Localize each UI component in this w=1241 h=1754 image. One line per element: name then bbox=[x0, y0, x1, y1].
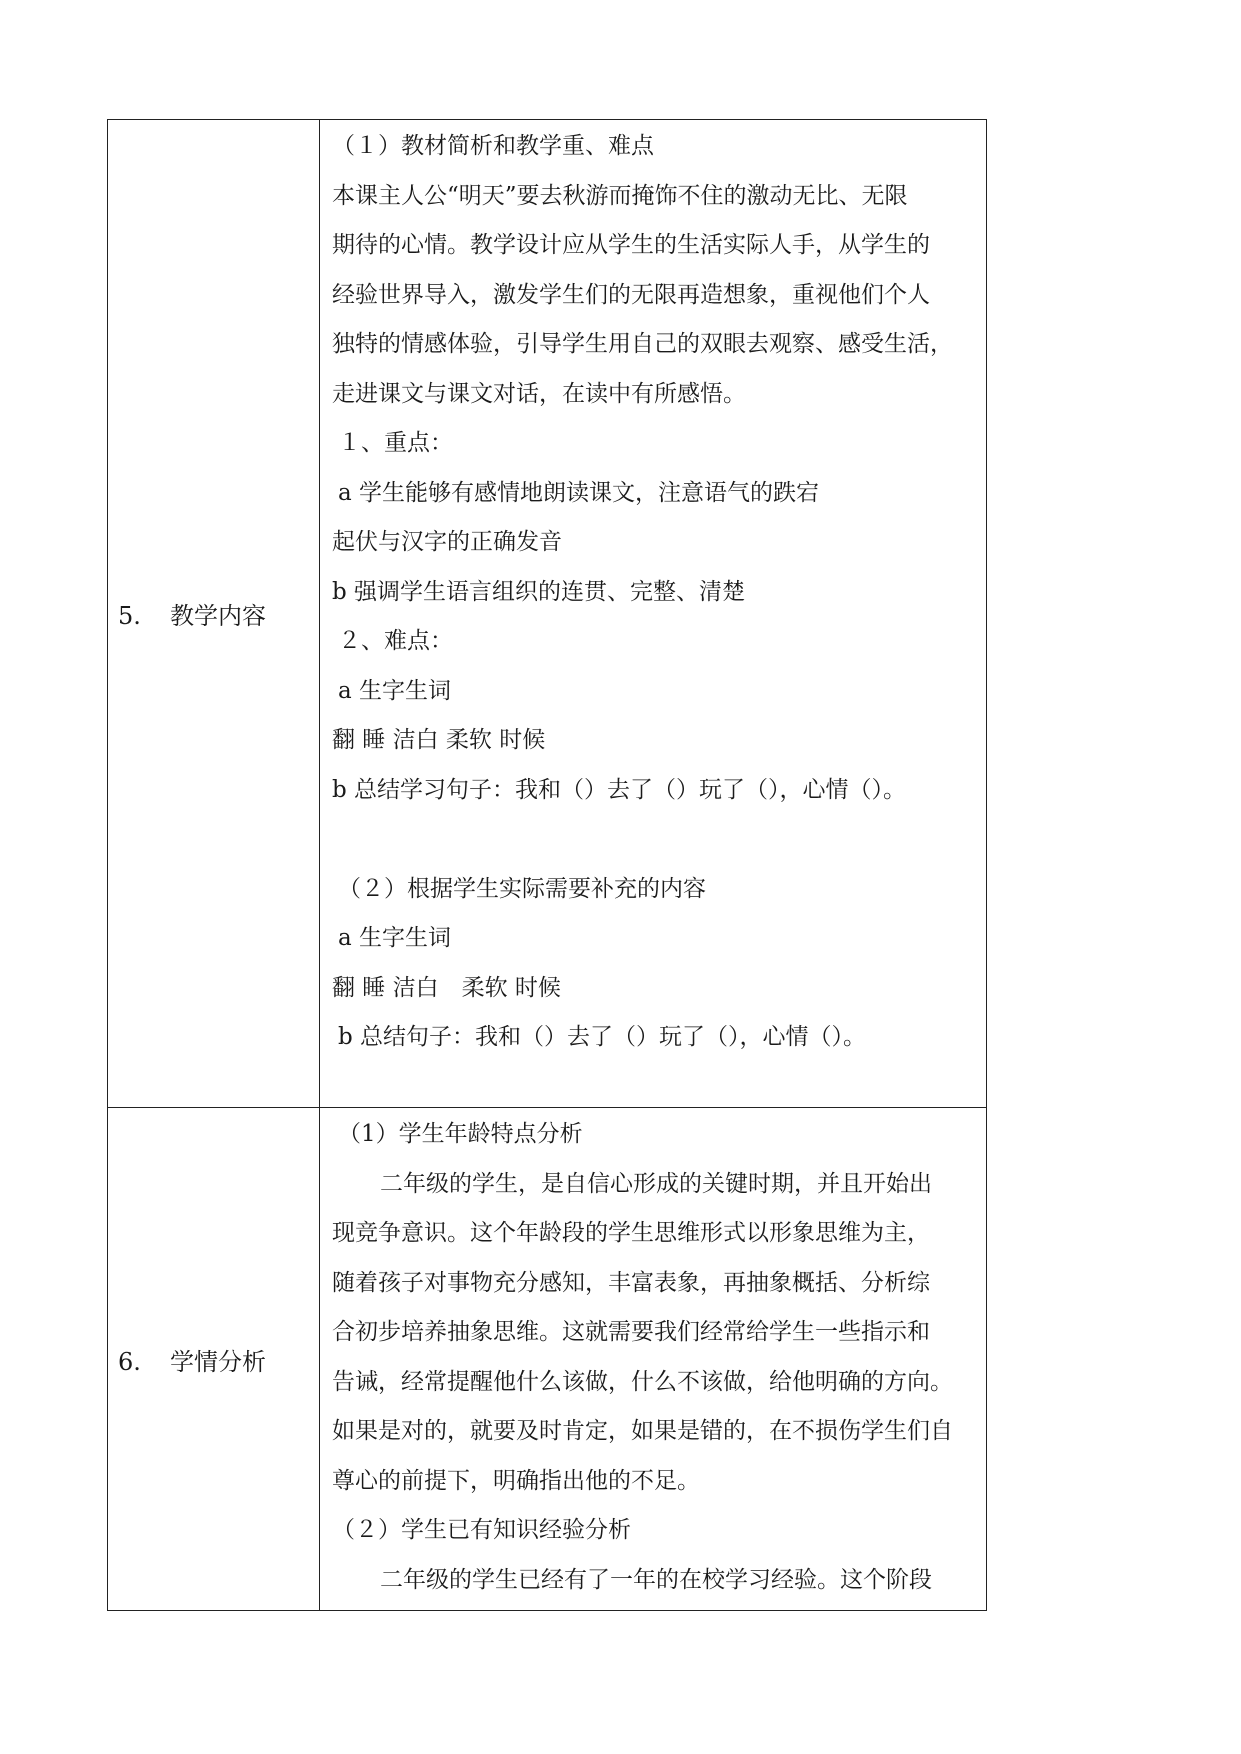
list-item: b 总结句子：我和（）去了（）玩了（），心情（）。 bbox=[338, 1024, 867, 1050]
paragraph-line: 起伏与汉字的正确发音 bbox=[332, 529, 562, 555]
paragraph-line: 告诫，经常提醒他什么该做，什么不该做，给他明确的方向。 bbox=[332, 1368, 953, 1395]
row-label-cell bbox=[108, 120, 320, 1108]
paragraph-line: 期待的心情。教学设计应从学生的生活实际人手，从学生的 bbox=[332, 232, 930, 258]
paragraph-line: 二年级的学生，是自信心形成的关键时期，并且开始出 bbox=[380, 1170, 932, 1197]
section-heading: （２）学生已有知识经验分析 bbox=[332, 1517, 631, 1543]
row-title: 教学内容 bbox=[170, 602, 266, 630]
row-content-cell bbox=[320, 120, 987, 1108]
row-label bbox=[108, 596, 319, 631]
paragraph-line: 合初步培养抽象思维。这就需要我们经常给学生一些指示和 bbox=[332, 1319, 930, 1345]
list-item: a 生字生词 bbox=[338, 677, 452, 704]
paragraph-line: 经验世界导入，激发学生们的无限再造想象，重视他们个人 bbox=[332, 281, 930, 308]
section-heading: （1）学生年龄特点分析 bbox=[338, 1121, 583, 1147]
paragraph-line: 尊心的前提下，明确指出他的不足。 bbox=[332, 1467, 700, 1494]
table-row-student-analysis bbox=[108, 1108, 987, 1611]
subheading-difficulties: ２、难点： bbox=[338, 628, 453, 654]
paragraph-line: 本课主人公“明天”要去秋游而掩饰不住的激动无比、无限 bbox=[332, 182, 908, 209]
section-heading: （２）根据学生实际需要补充的内容 bbox=[338, 875, 706, 902]
section-heading: （１）教材简析和教学重、难点 bbox=[332, 133, 654, 159]
vocabulary-line: 翻 睡 洁白 柔软 时候 bbox=[332, 727, 546, 753]
list-item: b 总结学习句子：我和（）去了（）玩了（），心情（）。 bbox=[332, 776, 907, 803]
table-row-teaching-content bbox=[108, 120, 987, 1108]
row-number: 5. bbox=[118, 602, 141, 630]
list-item: b 强调学生语言组织的连贯、完整、清楚 bbox=[332, 578, 746, 605]
lesson-plan-table bbox=[107, 119, 987, 1611]
paragraph-line: 如果是对的，就要及时肯定，如果是错的，在不损伤学生们自 bbox=[332, 1418, 953, 1444]
paragraph-line: 二年级的学生已经有了一年的在校学习经验。这个阶段 bbox=[380, 1566, 932, 1593]
blank-line bbox=[332, 815, 978, 865]
teaching-content-text bbox=[320, 120, 986, 1063]
list-item: a 生字生词 bbox=[338, 925, 452, 951]
row-content-cell bbox=[320, 1108, 987, 1611]
paragraph-line: 现竞争意识。这个年龄段的学生思维形式以形象思维为主， bbox=[332, 1220, 930, 1246]
vocabulary-line: 翻 睡 洁白 柔软 时候 bbox=[332, 974, 561, 1001]
paragraph-line: 独特的情感体验，引导学生用自己的双眼去观察、感受生活， bbox=[332, 331, 953, 357]
list-item: a 学生能够有感情地朗读课文，注意语气的跌宕 bbox=[338, 479, 820, 506]
row-number: 6. bbox=[118, 1347, 141, 1376]
paragraph-line: 走进课文与课文对话，在读中有所感悟。 bbox=[332, 380, 746, 407]
row-label-cell bbox=[108, 1108, 320, 1611]
row-label bbox=[108, 1342, 319, 1377]
subheading-key-points: １、重点： bbox=[338, 430, 453, 456]
student-analysis-text bbox=[320, 1108, 986, 1605]
row-title: 学情分析 bbox=[170, 1347, 266, 1376]
paragraph-line: 随着孩子对事物充分感知，丰富表象，再抽象概括、分析综 bbox=[332, 1269, 930, 1296]
